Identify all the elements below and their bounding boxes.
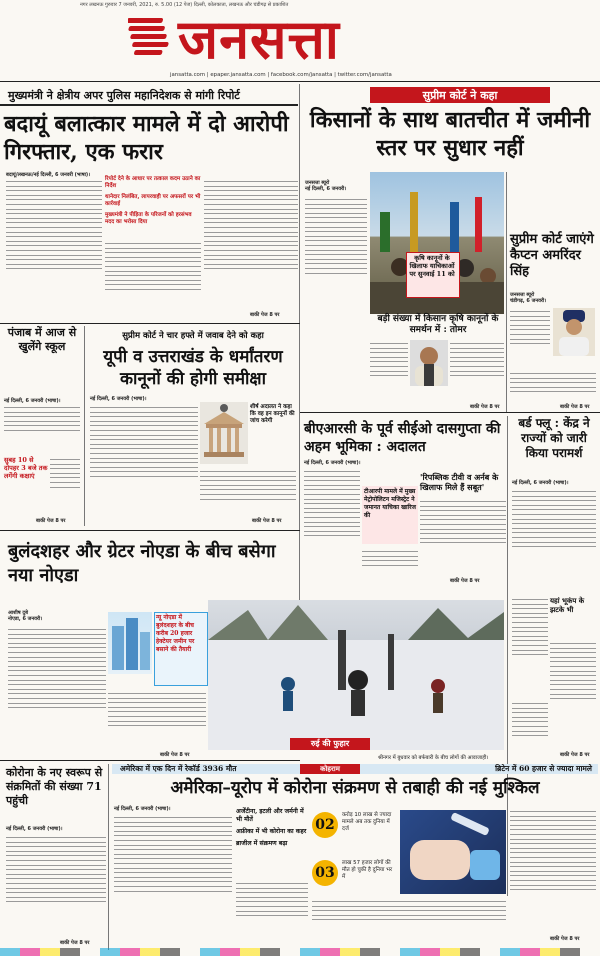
barc-continue[interactable]: बाकी पेज 8 पर [450, 578, 480, 584]
snow-description: श्रीनगर में बुधवार को बर्फबारी के बीच लोगों की आवाजाही। [378, 755, 489, 761]
punjab-timing-box: सुबह 10 से दोपहर 3 बजे तक लगेंगी कक्षाएं [4, 456, 48, 480]
sc-label: सुप्रीम कोर्ट ने कहा [422, 89, 498, 102]
farmers-text-col2 [370, 340, 408, 402]
corona-strip-left: अमेरिका में एक दिन में रेकॉर्ड 3936 मौत [120, 764, 237, 773]
stat-number-2: 03 [315, 865, 335, 881]
farmers-continue[interactable]: बाकी पेज 8 पर [470, 404, 500, 410]
badaun-text-col2 [105, 240, 201, 318]
birdflu-headline: बर्ड फ्लू : केंद्र ने राज्यों को जारी किया परामर्श [518, 416, 590, 460]
conversion-text-col2 [200, 468, 296, 518]
corona-main-continue[interactable]: बाकी पेज 8 पर [550, 936, 580, 942]
badaun-headline: बदायूं बलात्कार मामले में दो आरोपी गिरफ्तार, एक फरार [4, 111, 289, 165]
logo-stripes-icon [128, 16, 170, 56]
badaun-continue[interactable]: बाकी पेज 8 पर [250, 312, 280, 318]
amarinder-headline: सुप्रीम कोर्ट जाएंगे कैप्टन अमरिंदर सिंह [510, 232, 594, 279]
masthead-links[interactable]: jansatta.com | epaper.jansatta.com | facebook.com/jansatta | twitter.com/jansatta [170, 72, 392, 78]
punjab-text-col [4, 404, 80, 454]
tomar-photo [410, 340, 448, 386]
noida-info-box: न्यू नोएडा में बुलंदशहर के बीच करीब 20 हजार हेक्टेयर जमीन पर बसाने की तैयारी [156, 614, 195, 653]
noida-buildings-photo [108, 612, 152, 674]
noida-text-col1 [8, 626, 106, 750]
corona-main-text-col4 [510, 808, 596, 936]
amarinder-text-col [510, 308, 550, 368]
corona-variant-continue[interactable]: बाकी पेज 8 पर [60, 940, 90, 946]
corona-variant-byline: नई दिल्ली, 6 जनवरी (भाषा)। [6, 826, 63, 832]
amarinder-photo [553, 308, 595, 356]
farmers-text-col1 [305, 196, 367, 320]
birdflu-continue[interactable]: बाकी पेज 8 पर [560, 752, 590, 758]
quake-label: यहां भूकंप के झटके भी [550, 596, 585, 614]
trp-box: टीआरपी मामले में मुख्य मेट्रोपोलिटन मजिस्ट्रेट ने जमानत याचिका खारिज की [364, 488, 417, 519]
supreme-court-photo [200, 402, 248, 464]
srinagar-snow-photo [208, 600, 504, 750]
masthead-dateline: नगर लखनऊ गुरुवार 7 जनवरी, 2021, रु. 5.00 (12 पेज) दिल्ली, कोलकाता, लखनऊ और चंडीगढ़ से प्रकाशित [80, 2, 289, 8]
birdflu-text-col3 [550, 640, 596, 740]
stat-number-1: 02 [315, 817, 335, 833]
barc-text-col2 [362, 548, 418, 578]
noida-byline: आशीष दुबे नोएडा, 6 जनवरी। [8, 610, 43, 622]
birdflu-text-col [512, 488, 596, 588]
conversion-byline: नई दिल्ली, 6 जनवरी (भाषा)। [90, 396, 147, 402]
republic-label: 'रिपब्लिक टीवी व अर्नब के खिलाफ मिले हैं सबूत' [420, 472, 499, 492]
badaun-text-col1 [6, 178, 102, 318]
noida-headline: बुलंदशहर और ग्रेटर नोएडा के बीच बसेगा नया नोएडा [8, 541, 276, 586]
farmers-byline: जनसत्ता ब्यूरो नई दिल्ली, 6 जनवरी। [305, 180, 347, 192]
corona-main-byline: नई दिल्ली, 6 जनवरी (भाषा)। [114, 806, 171, 812]
badaun-byline: बदायूं/लखनऊ/नई दिल्ली, 6 जनवरी (भाषा)। [6, 172, 91, 178]
amarinder-byline: जनसत्ता ब्यूरो चंडीगढ़, 6 जनवरी। [510, 292, 547, 304]
amarinder-continue[interactable]: बाकी पेज 8 पर [560, 404, 590, 410]
conversion-continue[interactable]: बाकी पेज 8 पर [252, 518, 282, 524]
snow-caption: रुई की फुहार [290, 738, 370, 750]
punjab-text-col2 [50, 456, 80, 516]
birdflu-text-col4 [512, 700, 548, 760]
corona-main-text-col2 [236, 880, 308, 936]
corona-main-text-col3 [312, 898, 506, 938]
punjab-continue[interactable]: बाकी पेज 8 पर [36, 518, 66, 524]
farmers-headline: किसानों के साथ बातचीत में जमीनी स्तर पर सुधार नहीं [309, 107, 591, 161]
barc-text-col1 [304, 468, 360, 578]
stat-text-2: लाख 57 हजार लोगों की मौत हो चुकी है दुनिया भर में [342, 860, 393, 880]
sc-notice-label: सुप्रीम कोर्ट ने चार हफ्ते में जवाब देने को कहा [122, 331, 264, 341]
barc-text-col3 [420, 498, 506, 578]
corona-variant-text [6, 834, 106, 942]
corona-main-headline: अमेरिका–यूरोप में कोरोना संक्रमण से तबाही की नई मुश्किल [170, 778, 540, 798]
birdflu-text-col2 [512, 596, 548, 696]
badaun-bullets: रिपोर्ट देने के आधार पर तत्काल कदम उठाने का निर्देश थानेदार निलंबित, लापरवाही पर अफसरों पर भी कार्रवाई मुख्यमंत्री ने पीड़िता के परिजनों को हरसंभव मदद का भरोसा दिया [105, 176, 201, 225]
tomar-caption: बड़ी संख्या में किसान कृषि कानूनों के समर्थन में : तोमर [377, 314, 499, 335]
badaun-text-col3 [204, 178, 298, 318]
cm-report-headline: मुख्यमंत्री ने क्षेत्रीय अपर पुलिस महानिदेशक से मांगी रिपोर्ट [8, 89, 240, 102]
conversion-pullquote: शीर्ष अदालत ने कहा कि वह इन कानूनों की जांच करेगी [250, 404, 295, 424]
barc-byline: नई दिल्ली, 6 जनवरी (भाषा)। [304, 460, 361, 466]
vaccine-photo [400, 810, 506, 894]
stat-text-1: करोड़ 10 लाख से ज्यादा मामले अब तक दुनिया में दर्ज [342, 812, 392, 832]
noida-text-col2 [108, 690, 206, 750]
punjab-byline: नई दिल्ली, 6 जनवरी (भाषा)। [4, 398, 61, 404]
corona-variant-headline: कोरोना के नए स्वरूप से संक्रमितों की संख्या 71 पहुंची [6, 766, 103, 807]
noida-continue[interactable]: बाकी पेज 8 पर [160, 752, 190, 758]
farm-hearing-box: कृषि कानूनों के खिलाफ याचिकाओं पर सुनवाई 11 को [409, 254, 455, 278]
masthead-title: जनसत्ता [178, 7, 340, 71]
farmers-text-col3 [450, 340, 504, 402]
footer-color-bar [0, 948, 600, 956]
birdflu-byline: नई दिल्ली, 6 जनवरी (भाषा)। [512, 480, 569, 486]
barc-headline: बीएआरसी के पूर्व सीईओ दासगुप्ता की अहम भूमिका : अदालत [304, 421, 501, 455]
conversion-headline: यूपी व उत्तराखंड के धर्मांतरण कानूनों की होगी समीक्षा [103, 347, 283, 389]
corona-strip-label: कोहराम [300, 764, 360, 774]
corona-main-text-col1 [114, 814, 232, 936]
conversion-text-col1 [90, 404, 198, 518]
punjab-school-headline: पंजाब में आज से खुलेंगे स्कूल [7, 326, 77, 353]
corona-box-list: अर्जेंटीना, इटली और जर्मनी में भी मौतें अफ्रीका में भी कोरोना का कहर ब्राजील में संक्रमण बढ़ा [236, 808, 307, 847]
masthead-logo-mark [128, 16, 170, 56]
corona-strip-right: ब्रिटेन में 60 हजार से ज्यादा मामले [495, 764, 592, 773]
